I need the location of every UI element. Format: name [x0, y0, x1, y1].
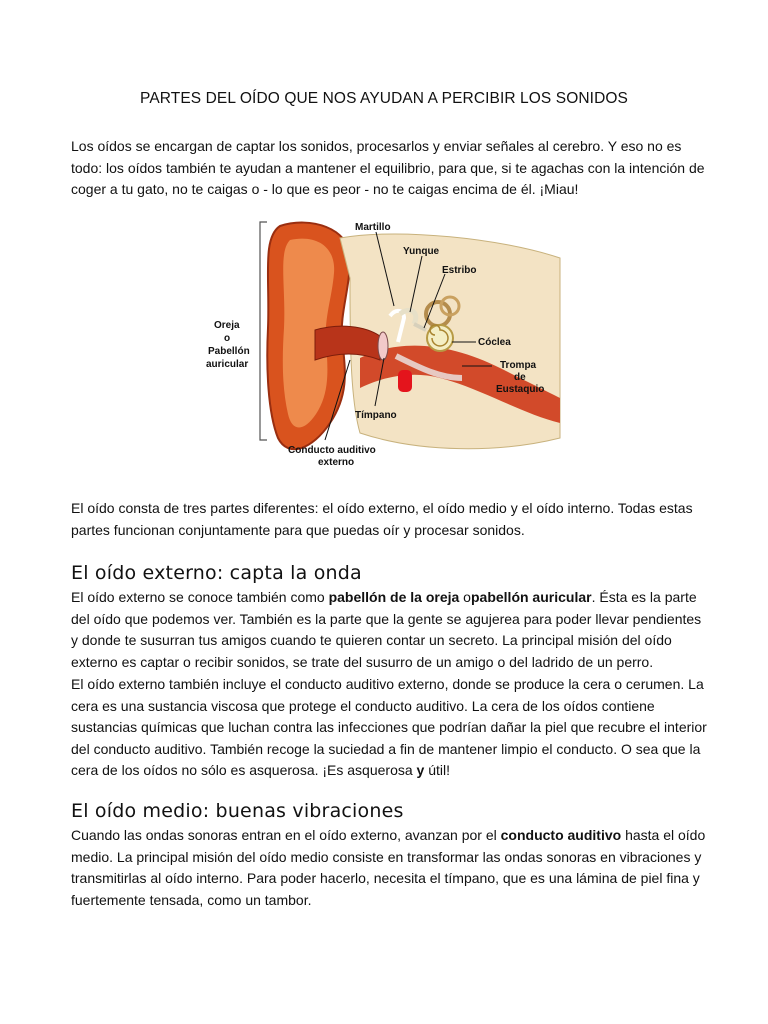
label-oreja-2: o: [224, 333, 231, 344]
label-oreja-1: Oreja: [214, 320, 240, 331]
text-run: hasta el oído medio. La principal misión del oído medio consiste en transformar las ondas sonoras en vibraciones y transmitirlas al oído interno. Para poder hacerlo, necesita el tímpano, que es una lámina de piel fina y fuertemente tensada, como un tambor.: [71, 827, 706, 908]
bold-term-pabellon-oreja: pabellón de la oreja: [328, 589, 460, 605]
outer-ear-paragraph-2: [71, 674, 711, 782]
label-yunque: Yunque: [403, 246, 440, 257]
text-run: útil!: [424, 762, 451, 779]
outer-ear-bracket: [260, 222, 267, 440]
label-conducto-2: externo: [318, 457, 355, 468]
red-structure: [398, 370, 412, 392]
text-run: o: [459, 589, 471, 605]
bold-term-y: y: [416, 762, 425, 779]
label-oreja-3: Pabellón: [208, 346, 250, 357]
text-run: Cuando las ondas sonoras entran en el oído externo, avanzan por el: [71, 827, 501, 843]
label-trompa-2: de: [514, 372, 526, 383]
label-conducto-1: Conducto auditivo: [288, 445, 376, 456]
section-heading-outer-ear: El oído externo: capta la onda: [71, 562, 362, 584]
bold-term-pabellon-auricular: pabellón auricular: [470, 589, 592, 605]
ear-canal-shape: [315, 326, 380, 360]
label-trompa-3: Eustaquio: [496, 384, 545, 395]
label-trompa-1: Trompa: [500, 360, 537, 371]
label-oreja-4: auricular: [206, 359, 249, 370]
parts-paragraph: El oído consta de tres partes diferentes: el oído externo, el oído medio y el oído interno. Todas estas partes funcionan conjuntamente para que puedas oír y procesar sonidos.: [71, 500, 693, 538]
text-run: El oído externo se conoce también como: [71, 589, 329, 605]
text-run: . Ésta es la parte del oído que podemos ver. También es la parte que la gente se agujerea para poder llevar pendientes y donde te susurran tus amigos cuando te quieren contar un secreto. La principal misión del oído externo es captar o recibir sonidos, se trate del susurro de un amigo o del ladrido de un perro.: [71, 589, 702, 670]
section-heading-middle-ear: El oído medio: buenas vibraciones: [71, 800, 404, 822]
ear-diagram: [200, 218, 580, 474]
bold-term-conducto-auditivo: conducto auditivo: [500, 827, 622, 843]
middle-ear-paragraph: [71, 825, 711, 911]
page-title: PARTES DEL OÍDO QUE NOS AYUDAN A PERCIBIR LOS SONIDOS: [140, 90, 628, 107]
label-martillo: Martillo: [355, 222, 391, 233]
intro-paragraph: Los oídos se encargan de captar los sonidos, procesarlos y enviar señales al cerebro. Y eso no es todo: los oídos también te ayudan a mantener el equilibrio, para que, si te agachas con la intención de coger a tu gato, no te caigas o - lo que es peor - no te caigas encima de él. ¡Miau!: [71, 138, 705, 198]
outer-ear-paragraph-1: [71, 587, 711, 673]
label-coclea: Cóclea: [478, 337, 511, 348]
text-run: El oído externo también incluye el conducto auditivo externo, donde se produce la cera o cerumen. La cera es una sustancia viscosa que protege el conducto auditivo. La cera de los oídos contiene sustancias químicas que luchan contra las infecciones que podrían dañar la piel que recubre el interior del conducto auditivo. También recoge la suciedad a fin de mantener limpio el conducto. O sea que la cera de los oídos no sólo es asquerosa. ¡Es asquerosa: [71, 676, 707, 779]
ear-anatomy-illustration: [200, 218, 580, 474]
label-estribo: Estribo: [442, 265, 477, 276]
eardrum-shape: [378, 332, 388, 360]
label-timpano: Tímpano: [355, 410, 397, 421]
